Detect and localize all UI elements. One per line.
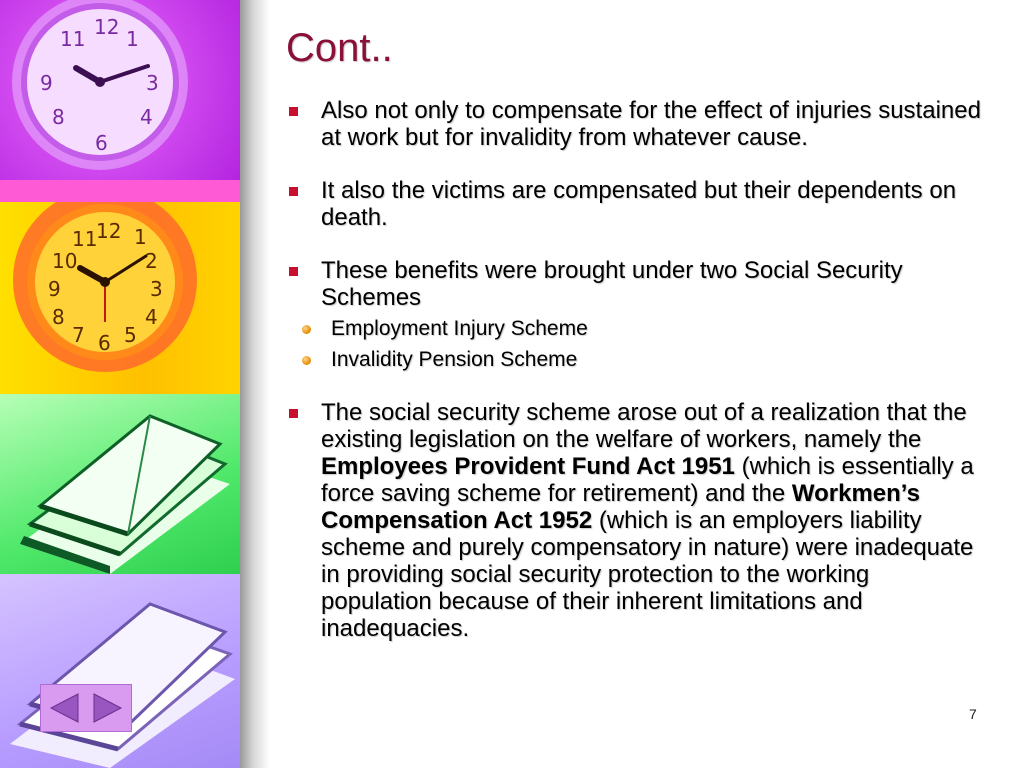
slide-navigation <box>40 684 132 732</box>
svg-text:8: 8 <box>52 105 65 129</box>
svg-text:9: 9 <box>48 277 61 301</box>
sub-bullet-text: Employment Injury Scheme <box>331 317 588 340</box>
svg-text:11: 11 <box>60 27 86 51</box>
svg-text:6: 6 <box>98 331 111 355</box>
bullet-text: These benefits were brought under two Social Security Schemes <box>321 257 903 311</box>
slide-title: Cont.. <box>286 26 393 70</box>
svg-text:6: 6 <box>95 131 108 155</box>
act-name-bold: Employees Provident Fund Act 1951 <box>321 453 735 480</box>
svg-text:2: 2 <box>145 249 158 273</box>
next-slide-button[interactable] <box>87 689 127 727</box>
yellow-clock-image <box>0 202 240 394</box>
pink-band <box>0 180 240 202</box>
svg-text:11: 11 <box>72 227 98 251</box>
triangle-right-icon <box>90 692 124 724</box>
round-bullet-icon <box>302 356 311 365</box>
slide-number: 7 <box>969 706 977 722</box>
square-bullet-icon <box>289 409 298 418</box>
purple-clock-image <box>0 0 240 180</box>
bullet-item <box>285 399 985 642</box>
svg-text:4: 4 <box>145 305 158 329</box>
sub-bullet-list <box>285 313 985 375</box>
svg-text:5: 5 <box>124 323 137 347</box>
strip-shadow <box>240 0 270 768</box>
bullet-text-segment: (which is an employers liability scheme and purely compensatory in nature) were inadequate in providing social security protection to the working population because of their inherent limitations and inadequacies. <box>321 507 974 642</box>
svg-text:4: 4 <box>140 105 153 129</box>
round-bullet-icon <box>302 325 311 334</box>
svg-text:12: 12 <box>94 15 120 39</box>
green-books-image <box>0 394 240 574</box>
bullet-text: It also the victims are compensated but their dependents on death. <box>321 177 957 231</box>
act-name-bold: Workmen’s Compensation Act 1952 <box>321 480 920 534</box>
triangle-left-icon <box>48 692 82 724</box>
svg-text:3: 3 <box>150 277 163 301</box>
previous-slide-button[interactable] <box>45 689 85 727</box>
svg-text:9: 9 <box>40 71 53 95</box>
bullet-item <box>285 97 985 151</box>
square-bullet-icon <box>289 187 298 196</box>
square-bullet-icon <box>289 267 298 276</box>
bullet-text <box>321 399 974 642</box>
svg-text:12: 12 <box>96 219 122 243</box>
svg-text:10: 10 <box>52 249 78 273</box>
bullet-text: Also not only to compensate for the effect of injuries sustained at work but for invalidity from whatever cause. <box>321 97 981 151</box>
square-bullet-icon <box>289 107 298 116</box>
bullet-item <box>285 257 985 311</box>
sub-bullet-item <box>285 313 985 344</box>
sub-bullet-item <box>285 344 985 375</box>
svg-text:1: 1 <box>126 27 139 51</box>
bullet-item <box>285 177 985 231</box>
decorative-image-strip <box>0 0 240 768</box>
bullet-text-segment: The social security scheme arose out of a realization that the existing legislation on the welfare of workers, namely the <box>321 399 967 453</box>
svg-text:7: 7 <box>72 323 85 347</box>
sub-bullet-text: Invalidity Pension Scheme <box>331 348 578 371</box>
svg-text:1: 1 <box>134 225 147 249</box>
svg-text:8: 8 <box>52 305 65 329</box>
violet-books-image <box>0 574 240 768</box>
slide-content <box>285 97 985 668</box>
bullet-text-segment: (which is essentially a force saving scheme for retirement) and the <box>321 453 974 507</box>
svg-text:3: 3 <box>146 71 159 95</box>
